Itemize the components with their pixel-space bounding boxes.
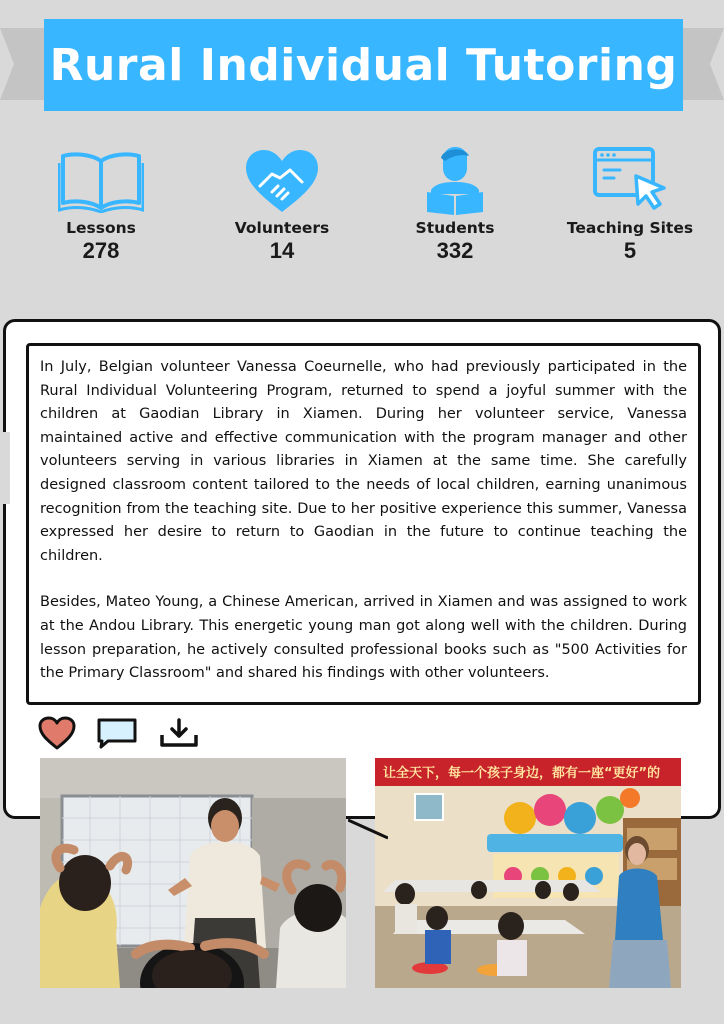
handshake-heart-icon [212, 145, 352, 217]
speech-bubble-tail [348, 818, 388, 840]
stat-students [385, 145, 525, 264]
stat-value: 14 [269, 238, 295, 263]
stat-teaching-sites [551, 145, 709, 264]
stat-label: Volunteers [234, 219, 330, 237]
stat-lessons [31, 145, 171, 264]
title-banner [44, 19, 683, 111]
story-text-box [26, 343, 701, 705]
stat-value: 278 [82, 238, 120, 263]
stat-label: Teaching Sites [566, 219, 694, 237]
banner-text: 让全天下，每一个孩子身边，都有一座“更好”的 [383, 766, 661, 781]
stat-value: 5 [623, 238, 637, 263]
stat-value: 332 [436, 238, 474, 263]
comment-icon[interactable] [96, 717, 138, 753]
story-paragraph: Besides, Mateo Young, a Chinese American, arrived in Xiamen and was assigned to work at the Andou Library. This energetic young man got along well with the children. During lesson preparation, he actively consulted professional books such as "500 Activities for the Primary Classroom" and shared his findings with other volunteers. [40, 594, 687, 682]
classroom-photo-mateo [40, 758, 346, 988]
stat-volunteers [212, 145, 352, 264]
ribbon-notch-left [0, 28, 14, 100]
card-border-gap [0, 432, 10, 504]
student-reading-icon [385, 145, 525, 217]
stat-label: Students [415, 219, 495, 237]
action-bar [38, 716, 200, 754]
story-paragraph: In July, Belgian volunteer Vanessa Coeurnelle, who had previously participated in the Rural Individual Volunteering Program, returned to spend a joyful summer with the children at Gaodian Library in Xiamen. During her volunteer service, Vanessa maintained active and effective communication with the program manager and other volunteers serving in various libraries in Xiamen at the same time. She carefully designed classroom content tailored to the needs of local children, earning unanimous recognition from the teaching site. Due to her positive experience this summer, Vanessa expressed her desire to return to Gaodian in the future to continue teaching the children. [40, 359, 687, 564]
page-title: Rural Individual Tutoring [49, 39, 678, 91]
download-icon[interactable] [158, 717, 200, 753]
classroom-photo-vanessa [375, 758, 681, 988]
book-icon [31, 145, 171, 217]
heart-icon[interactable] [38, 716, 76, 754]
ribbon-notch-right [710, 28, 724, 100]
stat-label: Lessons [66, 219, 136, 237]
browser-cursor-icon [551, 145, 709, 211]
